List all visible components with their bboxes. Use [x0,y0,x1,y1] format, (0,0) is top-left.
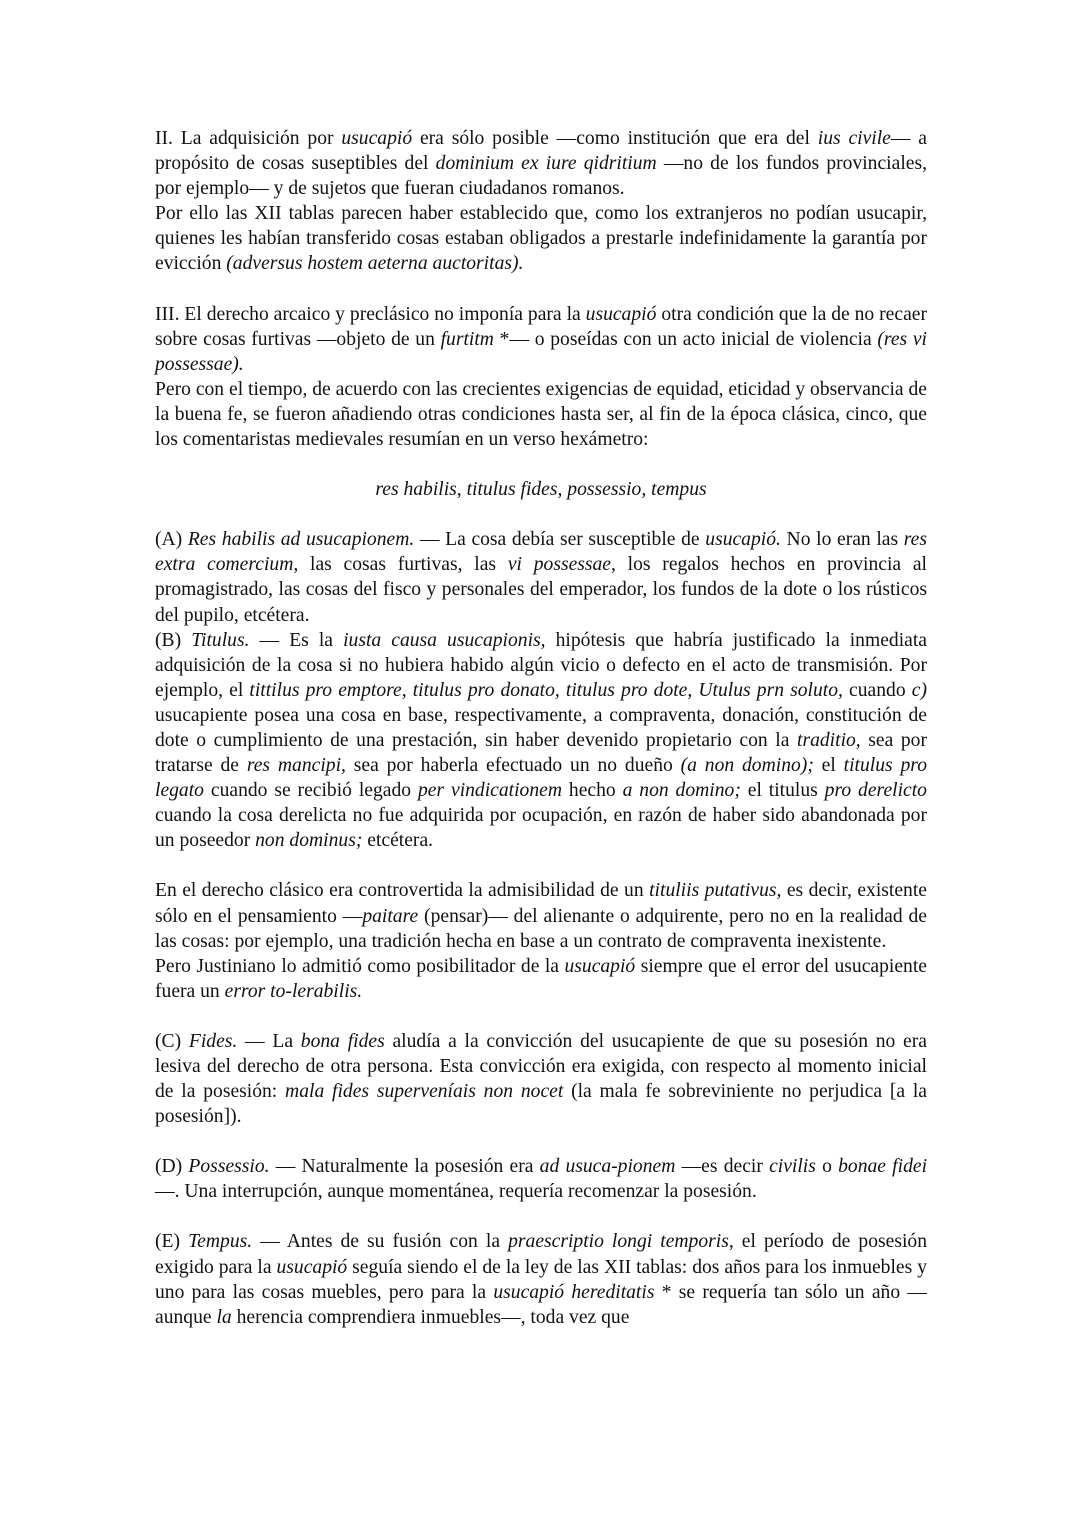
italic-run: praescriptio longi temporis, [508,1231,734,1253]
italic-run: c) [911,679,927,701]
text-run: —es decir [675,1156,770,1178]
italic-run: pro derelicto [824,780,927,802]
paragraph-p-III [155,302,927,377]
text-run: Pero Justiniano lo admitió como posibilitador de la [155,955,565,977]
text-run: —. Una interrupción, aunque momentánea, requería recomenzar la posesión. [155,1181,757,1203]
paragraph-spacer [155,853,927,878]
text-run: era sólo posible —como institución que era del [412,128,818,149]
text-run: (D) [155,1156,189,1178]
text-run: usucapiente posea una cosa en base, respectivamente, a compraventa, donación, constitución de dote o cumplimiento de una prestación, sin haber devenido propietario con la [155,704,927,751]
italic-run: (res vi possessae). [155,328,927,375]
paragraph-p-E [155,1229,927,1329]
text-run: — Naturalmente la posesión era [269,1156,540,1178]
text-run: — Es la [249,629,344,651]
paragraph-spacer [155,502,927,527]
text-run: los regalos hechos en provincia al promagistrado, las cosas del fisco y personales del emperador, los fundos de la dote o los rústicos del pupilo, etcétera. [155,554,927,626]
italic-run: usucapió. [705,529,781,551]
paragraph-p-justiniano [155,954,927,1004]
text-run: — La [237,1030,301,1052]
italic-run: Possessio. [188,1156,270,1178]
text-run: cuando [842,679,912,701]
text-run: sea por tratarse de [155,729,927,777]
paragraph-p-C [155,1029,927,1129]
italic-run: res mancipi, [246,755,346,777]
text-run: el período de posesión exigido para la [155,1231,927,1278]
italic-run: bonae fidei [838,1156,928,1178]
text-run: (B) [155,629,192,651]
text-run: siempre que el error del usucapiente fuera un [155,955,927,1002]
document-page [155,126,927,1330]
italic-run: paitare [362,905,419,927]
italic-run: per vindicationem [417,780,562,802]
italic-run: mala fides superveníais non nocet [285,1081,564,1103]
italic-run: usucapió [564,955,636,977]
italic-run: vi possessae, [507,554,616,576]
italic-run: dominium ex iure qidritium [435,153,657,175]
italic-run: non dominus; [255,830,363,852]
text-run: (A) [155,529,188,551]
italic-run: usucapió hereditatis [493,1281,655,1303]
italic-run: tittilus pro emptore, titulus pro donato, titulus pro dote, Utulus prn soluto, [249,679,843,701]
text-run: No lo eran las [780,529,904,551]
italic-run: titulus pro legato [155,755,927,802]
text-run: (E) [155,1231,189,1253]
italic-run: Res habilis ad usucapionem. [187,529,415,551]
italic-run: a non domino; [622,780,741,802]
text-run: el [813,755,844,777]
paragraph-p-putativus [155,878,927,953]
italic-run: usucapió [585,303,657,325]
italic-run: usucapió [341,128,413,149]
paragraph-p-II [155,126,927,201]
text-run: las cosas furtivas, las [298,554,508,576]
text-run: sea por haberla efectuado un no dueño [345,755,681,777]
text-run: cuando la cosa derelicta no fue adquirida por ocupación, en razón de haber sido abandonada por un poseedor [155,805,927,852]
italic-run: bona fides [300,1030,385,1052]
italic-run: (adversus hostem aeterna auctoritas). [226,253,524,275]
paragraph-p-verso [155,477,927,502]
text-run: seguía siendo el de la ley de las XII tablas: dos años para los inmuebles y uno para las cosas muebles, pero para la [155,1256,927,1303]
text-run: * se requería tan sólo un año —aunque [155,1281,927,1328]
italic-run: error to-lerabilis. [224,980,363,1002]
text-run: Pero con el tiempo, de acuerdo con las crecientes exigencias de equidad, eticidad y observancia de la buena fe, se fueron añadiendo otras condiciones hasta ser, al fin de la época clásica, cinco, que los comentaristas medievales resumían en un verso hexámetro: [155,378,927,451]
text-run: *— o poseídas con un acto inicial de violencia [493,328,878,350]
text-run: hipótesis que habría justificado la inmediata adquisición de la cosa si no hubiera habido algún vicio o defecto en el acto de transmisión. Por ejemplo, el [155,629,927,701]
paragraph-p-A [155,527,927,627]
text-run: (la mala fe sobreviniente no perjudica [a la posesión]). [155,1081,927,1128]
italic-run: Tempus. [188,1231,253,1253]
text-run: hecho [562,780,623,802]
italic-run: ius civile [817,128,891,149]
italic-run: tituliis putativus, [649,880,782,902]
paragraph-spacer [155,1204,927,1229]
italic-run: la [216,1306,232,1328]
text-run: es decir, existente sólo en el pensamiento — [155,880,927,927]
italic-run: (a non domino); [680,755,814,777]
italic-run: Titulus. [191,629,250,651]
text-run: —no de los fundos provinciales, por ejemplo— y de sujetos que fueran ciudadanos romanos. [155,153,927,200]
text-run: el titulus [740,780,825,802]
text-run: aludía a la convicción del usucapiente de que su posesión no era lesiva del derecho de otra persona. Esta convicción era exigida, con respecto al momento inicial de la posesión: [155,1030,927,1103]
text-run: — Antes de su fusión con la [252,1231,509,1253]
paragraph-p-condiciones [155,377,927,452]
text-run: herencia comprendiera inmuebles—, toda vez que [231,1306,630,1328]
text-run: o [815,1156,839,1178]
text-run: En el derecho clásico era controvertida la admisibilidad de un [155,880,650,902]
italic-run: furtitm [440,328,494,350]
paragraph-spacer [155,452,927,477]
italic-run: usucapió [276,1256,348,1278]
text-run: etcétera. [362,830,434,852]
text-run: otra condición que la de no recaer sobre cosas furtivas —objeto de un [155,303,927,350]
text-run: Por ello las XII tablas parecen haber establecido que, como los extranjeros no podían usucapir, quienes les habían transferido cosas estaban obligados a prestarle indefinidamente la garantía por evicción [155,203,927,275]
text-run: II. La adquisición por [155,128,342,149]
paragraph-spacer [155,1004,927,1029]
italic-run: traditio, [797,729,861,751]
text-run: cuando se recibió legado [203,780,418,802]
italic-run: ad usuca-pionem [539,1156,676,1178]
text-run: III. El derecho arcaico y preclásico no imponía para la [155,303,586,325]
italic-run: res extra comercium, [155,529,927,576]
text-run: — La cosa debía ser susceptible de [414,529,706,551]
paragraph-spacer [155,1129,927,1154]
paragraph-spacer [155,277,927,302]
text-run: (C) [155,1030,189,1052]
text-run: — a propósito de cosas suseptibles del [155,128,927,175]
italic-run: iusta causa usucapionis, [343,629,546,651]
italic-run: res habilis, titulus fides, possessio, tempus [375,479,707,501]
paragraph-p-D [155,1154,927,1204]
italic-run: civilis [769,1156,816,1178]
paragraph-p-xii-tablas [155,201,927,276]
italic-run: Fides. [188,1030,238,1052]
paragraph-p-B [155,628,927,854]
text-run: (pensar)— del alienante o adquirente, pero no en la realidad de las cosas: por ejemplo, una tradición hecha en base a un contrato de compraventa inexistente. [155,905,927,952]
